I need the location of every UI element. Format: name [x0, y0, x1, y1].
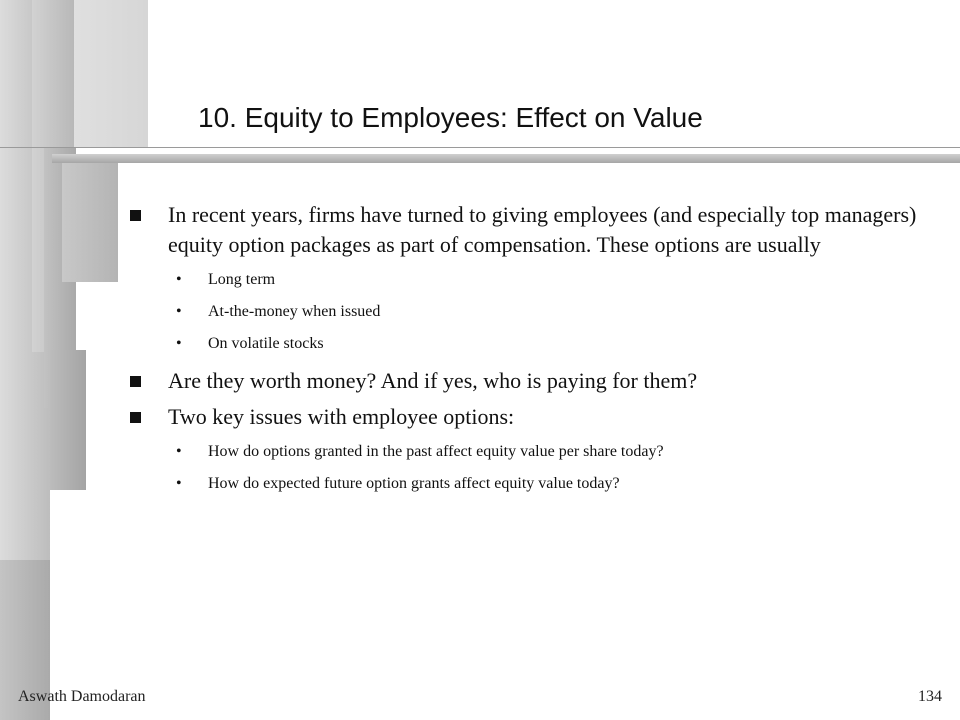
sub-bullet-text: Long term	[208, 271, 276, 288]
square-bullet-icon	[130, 376, 141, 387]
sub-bullet-text: How do expected future option grants affect equity value today?	[208, 475, 620, 492]
title-rule-thin	[0, 147, 960, 148]
dot-bullet-icon: •	[176, 443, 182, 460]
square-bullet-icon	[130, 210, 141, 221]
dot-bullet-icon: •	[176, 271, 182, 288]
decor-bar	[62, 160, 118, 282]
sub-bullet-item	[130, 474, 930, 494]
page-number: 134	[918, 688, 942, 705]
dot-bullet-icon: •	[176, 303, 182, 320]
footer-author: Aswath Damodaran	[18, 688, 146, 705]
sub-bullet-item	[130, 442, 930, 462]
sub-bullet-text: How do options granted in the past affect equity value per share today?	[208, 443, 664, 460]
title-rule-thick	[52, 154, 960, 163]
sub-bullet-item	[130, 334, 930, 354]
bullet-text: Are they worth money? And if yes, who is paying for them?	[168, 368, 698, 393]
dot-bullet-icon: •	[176, 335, 182, 352]
bullet-item	[130, 366, 930, 396]
bullet-text: In recent years, firms have turned to giving employees (and especially top managers) equity option packages as part of compensation. These options are usually	[168, 202, 917, 257]
dot-bullet-icon: •	[176, 475, 182, 492]
bullet-item	[130, 402, 930, 432]
sub-bullet-text: At-the-money when issued	[208, 303, 381, 320]
slide-content	[130, 200, 930, 494]
sub-bullet-item	[130, 302, 930, 322]
sub-bullet-text: On volatile stocks	[208, 335, 324, 352]
square-bullet-icon	[130, 412, 141, 423]
sub-bullet-item	[130, 270, 930, 290]
bullet-text: Two key issues with employee options:	[168, 404, 515, 429]
slide-title: 10. Equity to Employees: Effect on Value	[198, 102, 703, 133]
decor-bar	[50, 350, 86, 490]
bullet-item	[130, 200, 930, 260]
